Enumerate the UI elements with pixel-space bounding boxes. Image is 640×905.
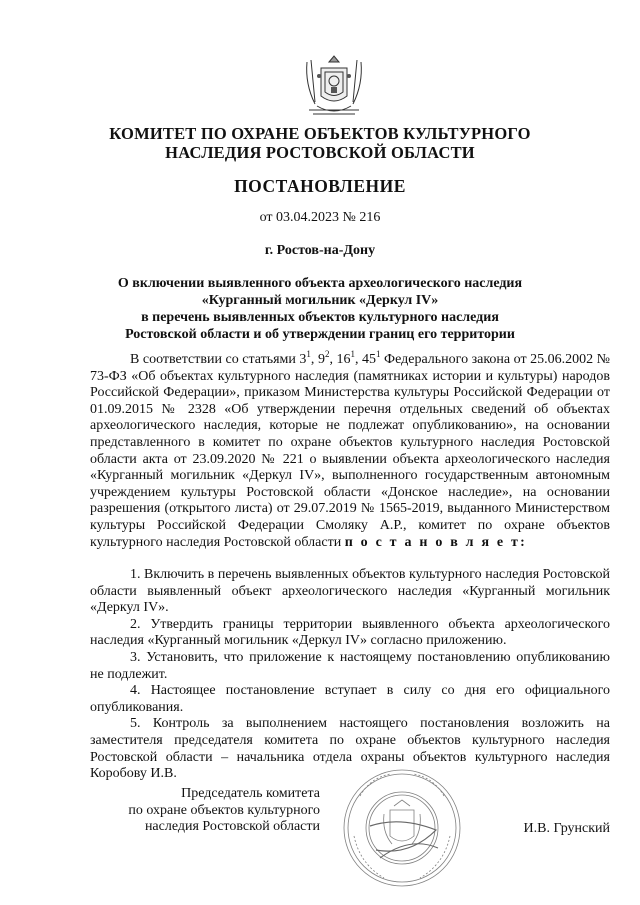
preamble-sup3: 1 xyxy=(350,349,355,359)
resolves-word: п о с т а н о в л я е т: xyxy=(344,534,527,550)
subject-line4: Ростовской области и об утверждении границ его территории xyxy=(125,327,515,342)
subject-line3: в перечень выявленных объектов культурного наследия xyxy=(141,310,499,325)
preamble-part4: , 45 xyxy=(354,352,377,367)
preamble-sup2: 2 xyxy=(324,349,330,359)
committee-name xyxy=(0,124,640,162)
signer-position-line2: по охране объектов культурного xyxy=(128,802,320,818)
document-city: г. Ростов-на-Дону xyxy=(264,243,376,258)
signer-position xyxy=(90,786,320,836)
resolution-item-5: 5. Контроль за выполнением настоящего постановления возложить на заместителя председателя комитета по охране объектов культурного наследия Ростовской области – начальника отдела охраны объектов культурного наследия Коробову И.В. xyxy=(90,716,610,782)
subject-line1: О включении выявленного объекта археологического наследия xyxy=(117,276,523,291)
preamble-part2: , 9 xyxy=(310,352,325,367)
preamble-part1: В соответствии со статьями 3 xyxy=(130,352,307,367)
signer-position-line1: Председатель комитета xyxy=(181,786,320,801)
document-type-title: ПОСТАНОВЛЕНИЕ xyxy=(234,176,406,196)
subject-line2: «Курганный могильник «Деркул IV» xyxy=(201,293,439,308)
document-subject xyxy=(60,275,580,343)
preamble-part3: , 16 xyxy=(329,352,351,367)
coat-of-arms-emblem xyxy=(301,54,367,118)
preamble-part5: Федерального закона от 25.06.2002 № 73-ФЗ «Об объектах культурного наследия (памятниках истории и культуры) народов Российской Федерации», приказом Министерства культуры Российской Федерации от 01.09.2015 № 2328 «Об утверждении перечня отдельных сведений об объектах археологического наследия, которые не подлежат опубликованию», на основании представленного в комитет по охране объектов культурного наследия Ростовской области акта от 23.09.2020 № 221 о выявлении объекта археологического наследия «Курганный могильник «Деркул IV», выполненного государственным автономным учреждением культуры Ростовской области «Донское наследие», на основании разрешения (открытого листа) от 29.07.2019 № 1565-2019, выданного Министерством культуры Российской Федерации Смоляку А.Р., комитет по охране объектов культурного наследия Ростовской области xyxy=(90,352,611,550)
resolution-item-1: 1. Включить в перечень выявленных объектов культурного наследия Ростовской области выявленный объект археологического наследия «Курганный могильник «Деркул IV». xyxy=(90,567,610,616)
document-date-number: от 03.04.2023 № 216 xyxy=(259,210,381,225)
committee-name-line2: НАСЛЕДИЯ РОСТОВСКОЙ ОБЛАСТИ xyxy=(165,143,475,162)
resolution-item-3: 3. Установить, что приложение к настоящему постановлению опубликованию не подлежит. xyxy=(90,649,610,682)
signer-position-line3: наследия Ростовской области xyxy=(144,819,320,835)
committee-name-line1: КОМИТЕТ ПО ОХРАНЕ ОБЪЕКТОВ КУЛЬТУРНОГО xyxy=(109,124,531,143)
resolution-item-2: 2. Утвердить границы территории выявленного объекта археологического наследия «Курганный могильник «Деркул IV» согласно приложению. xyxy=(90,616,610,649)
preamble-sup4: 1 xyxy=(376,349,381,359)
preamble-paragraph xyxy=(90,349,611,551)
preamble-text xyxy=(90,349,611,551)
signer-name: И.В. Грунский xyxy=(523,821,610,836)
official-seal-stamp xyxy=(340,766,464,890)
resolution-item-4: 4. Настоящее постановление вступает в силу со дня его официального опубликования. xyxy=(90,683,610,715)
resolution-items xyxy=(90,567,610,783)
preamble-sup1: 1 xyxy=(306,349,311,359)
